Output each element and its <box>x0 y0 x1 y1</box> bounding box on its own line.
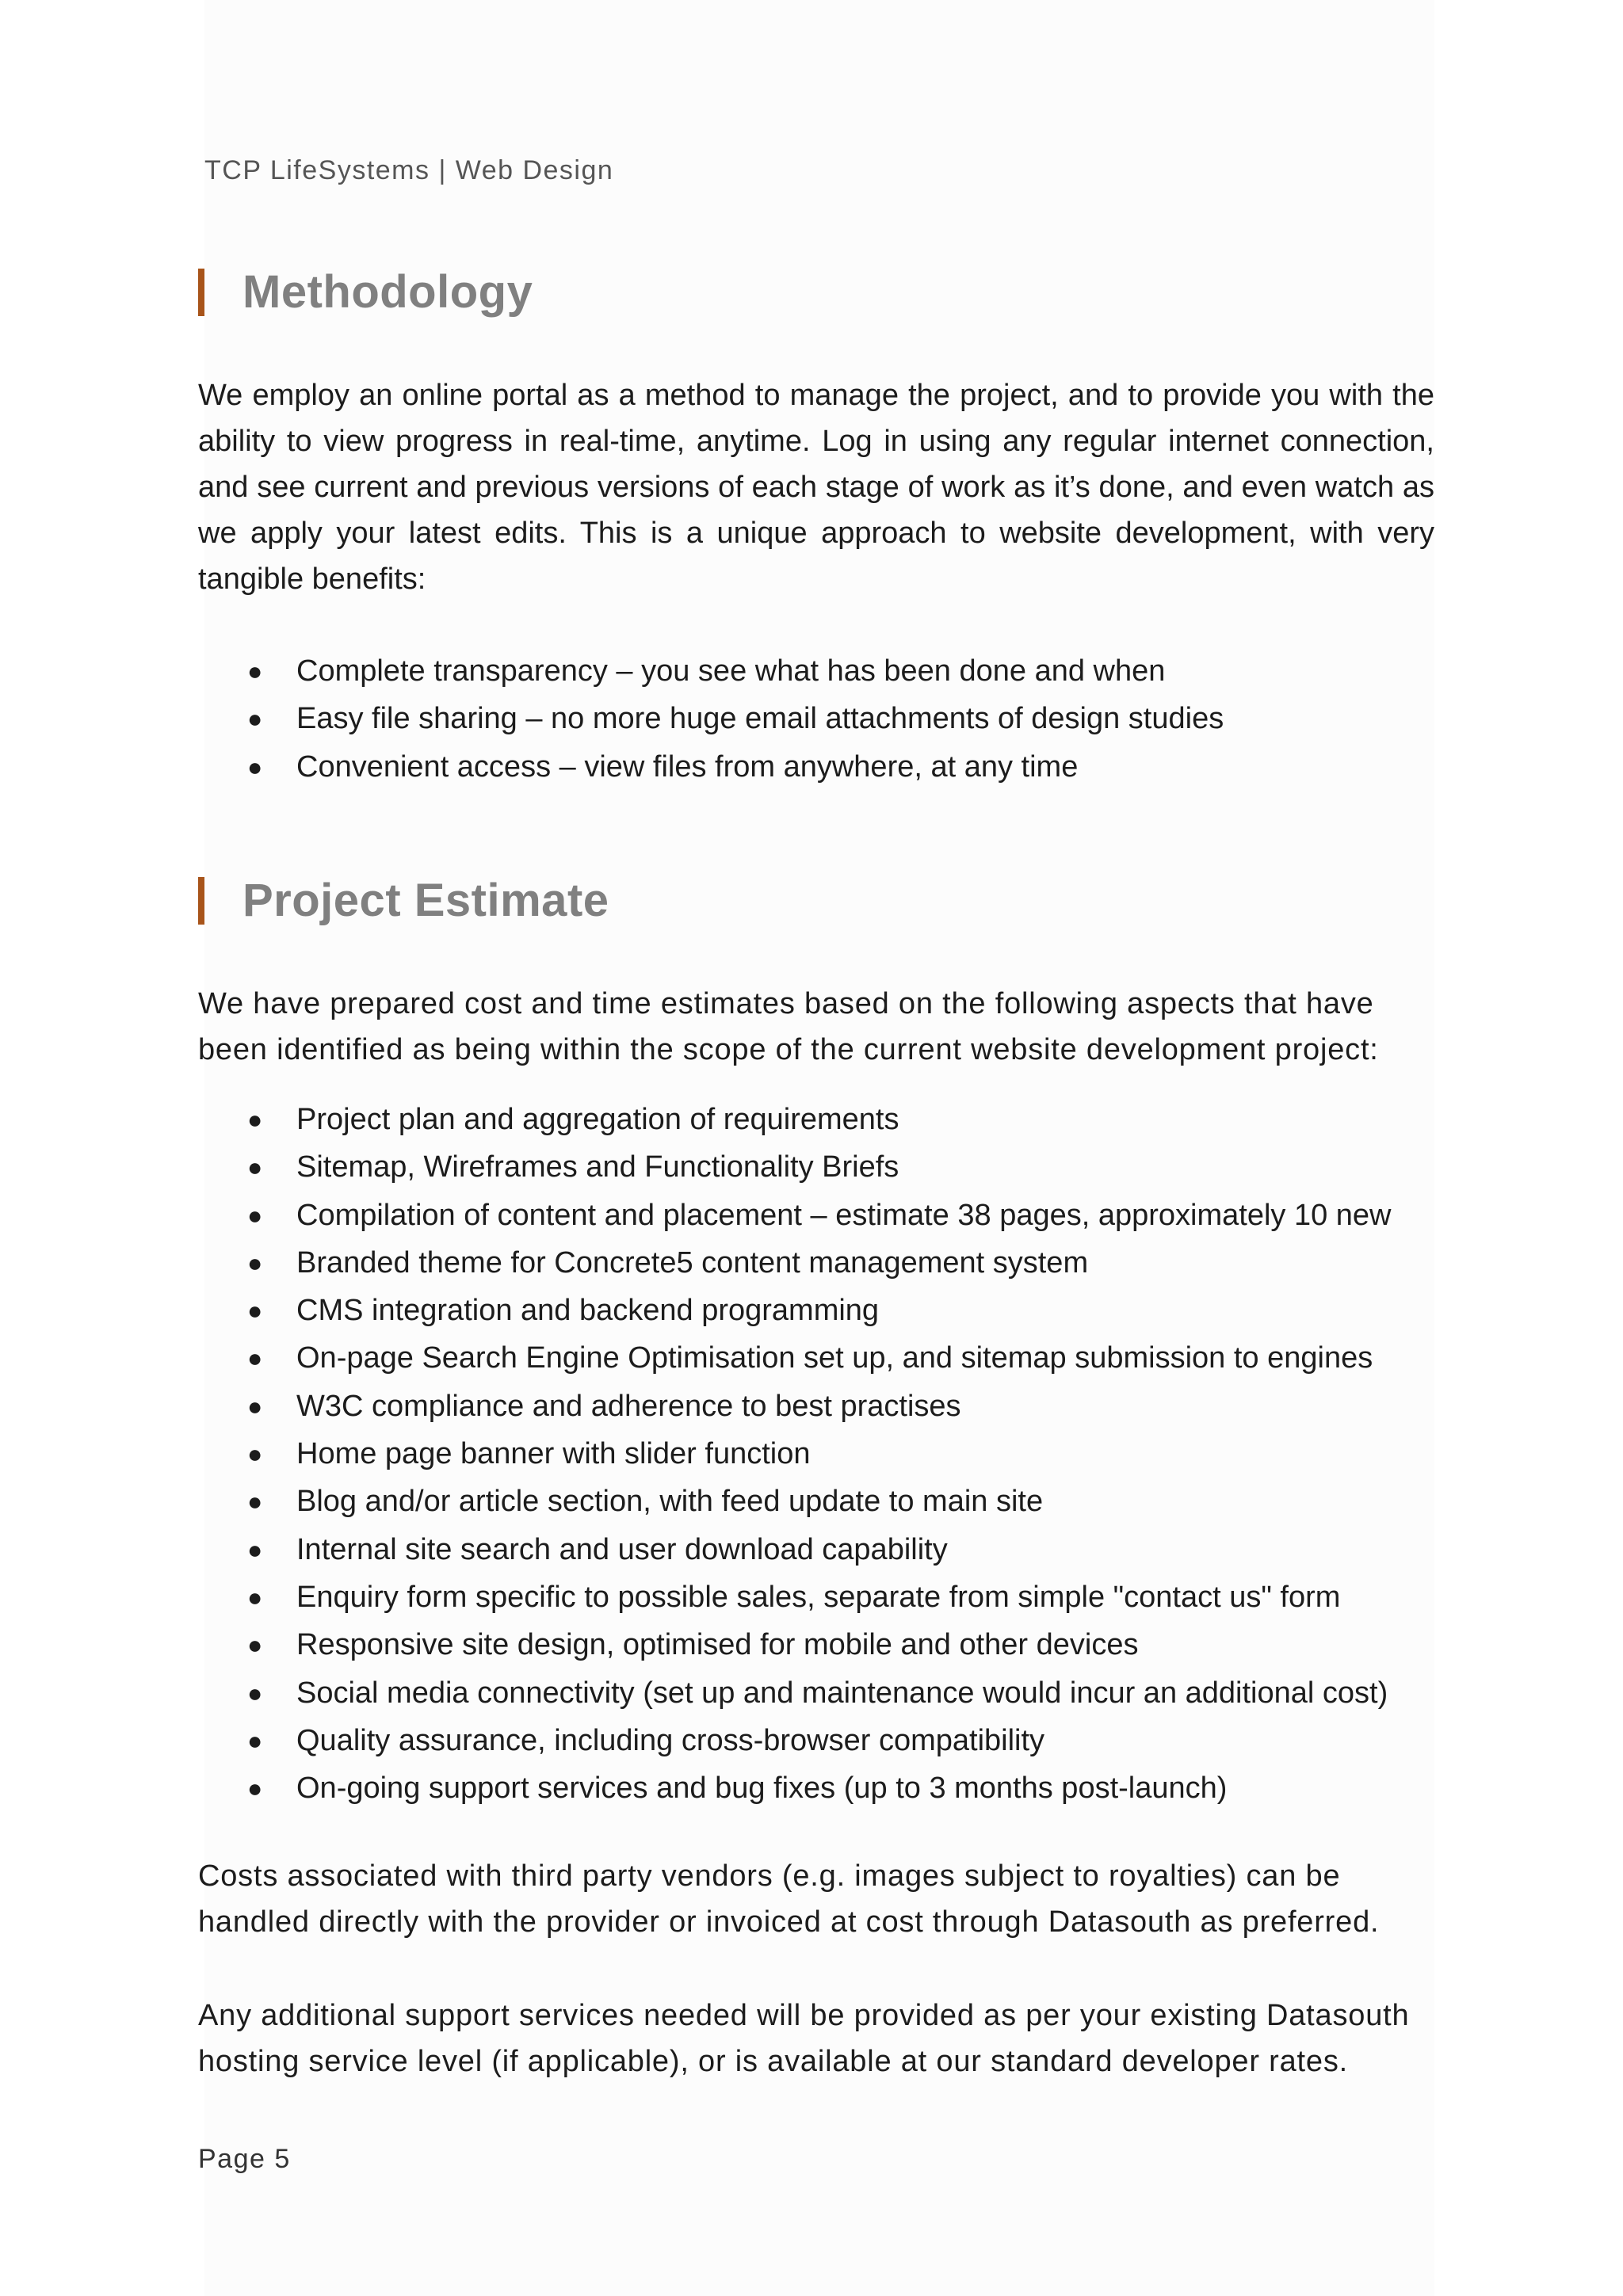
bullet-icon: ● <box>247 1440 263 1469</box>
bullet-icon: ● <box>247 1630 263 1660</box>
estimate-items-list <box>198 1096 1482 1812</box>
list-item: ● Branded theme for Concrete5 content management system <box>198 1239 1482 1287</box>
benefits-list <box>198 647 1482 791</box>
heading-accent-bar <box>198 877 204 925</box>
bullet-icon: ● <box>247 704 263 734</box>
list-item: ● Compilation of content and placement – estimate 38 pages, approximately 10 new <box>198 1192 1482 1239</box>
list-item: ● Quality assurance, including cross-browser compatibility <box>198 1717 1482 1764</box>
bullet-icon: ● <box>247 1391 263 1421</box>
bullet-icon: ● <box>247 1678 263 1707</box>
list-item: ● Enquiry form specific to possible sales, separate from simple "contact us" form <box>198 1573 1482 1621</box>
methodology-paragraph: We employ an online portal as a method to manage the project, and to provide you with the ability to view progress in real-time, anytime. Log in using any regular internet connection, and see current and previous versions of each stage of work as it’s done, and even watch as we apply your latest edits. This is a unique approach to website development, with very tangible benefits: <box>198 379 1434 596</box>
methodology-title: Methodology <box>242 266 533 318</box>
costs-note: Costs associated with third party vendors (e.g. images subject to royalties) can be handled directly with the provider or invoiced at cost through Datasouth as preferred. <box>198 1859 1380 1939</box>
bullet-icon: ● <box>247 1487 263 1516</box>
list-item: ● Project plan and aggregation of requirements <box>198 1096 1482 1143</box>
list-item: ● Complete transparency – you see what has been done and when <box>198 647 1482 695</box>
list-item: ● Home page banner with slider function <box>198 1430 1482 1478</box>
list-item: ● Blog and/or article section, with feed update to main site <box>198 1478 1482 1525</box>
list-item: ● Convenient access – view files from anywhere, at any time <box>198 743 1482 791</box>
heading-accent-bar <box>198 269 204 316</box>
list-item: ● On-page Search Engine Optimisation set up, and sitemap submission to engines <box>198 1334 1482 1382</box>
bullet-icon: ● <box>247 1726 263 1755</box>
bullet-icon: ● <box>247 1535 263 1564</box>
list-item: ● Social media connectivity (set up and maintenance would incur an additional cost) <box>198 1669 1482 1717</box>
project-estimate-title: Project Estimate <box>242 875 609 926</box>
project-estimate-heading <box>198 874 609 927</box>
running-header: TCP LifeSystems | Web Design <box>204 155 614 185</box>
list-item: ● Sitemap, Wireframes and Functionality Briefs <box>198 1143 1482 1191</box>
bullet-icon: ● <box>247 752 263 781</box>
estimate-intro: We have prepared cost and time estimates based on the following aspects that have been identified as being within the scope of the current website development project: <box>198 987 1379 1066</box>
bullet-icon: ● <box>247 1296 263 1325</box>
bullet-icon: ● <box>247 1774 263 1803</box>
bullet-icon: ● <box>247 1248 263 1277</box>
list-item: ● Internal site search and user download capability <box>198 1526 1482 1573</box>
list-item: ● CMS integration and backend programming <box>198 1287 1482 1334</box>
bullet-icon: ● <box>247 657 263 685</box>
list-item: ● Easy file sharing – no more huge email attachments of design studies <box>198 695 1482 742</box>
bullet-icon: ● <box>247 1200 263 1230</box>
bullet-icon: ● <box>247 1153 263 1182</box>
list-item: ● Responsive site design, optimised for mobile and other devices <box>198 1621 1482 1669</box>
methodology-heading <box>198 265 533 318</box>
bullet-icon: ● <box>247 1582 263 1611</box>
bullet-icon: ● <box>247 1105 263 1134</box>
list-item: ● On-going support services and bug fixes (up to 3 months post-launch) <box>198 1764 1482 1812</box>
bullet-icon: ● <box>247 1344 263 1373</box>
support-note: Any additional support services needed will be provided as per your existing Datasouth hosting service level (if applicable), or is available at our standard developer rates. <box>198 1999 1410 2078</box>
list-item: ● W3C compliance and adherence to best practises <box>198 1383 1482 1430</box>
page-number: Page 5 <box>198 2144 291 2174</box>
